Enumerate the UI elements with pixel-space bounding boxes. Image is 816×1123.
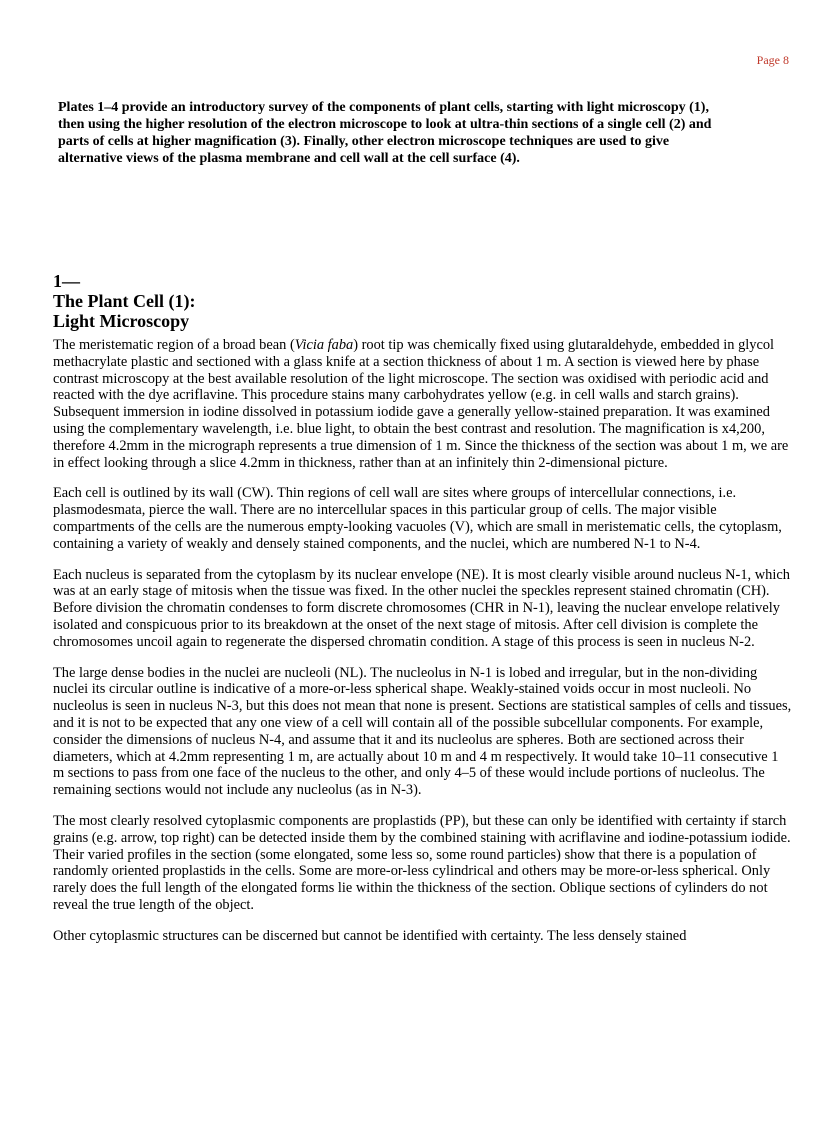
section-title-line2: Light Microscopy <box>53 311 190 331</box>
page-number: Page 8 <box>756 53 789 67</box>
section-title-line1: The Plant Cell (1): <box>53 291 196 311</box>
paragraph-3: Each nucleus is separated from the cytoplasm by its nuclear envelope (NE). It is most clearly visible around nucleus N-1, which was at an early stage of mitosis when the tissue was fixed. In the other nuclei the speckles represent stained chromatin (CH). Before division the chromatin condenses to form discrete chromosomes (CHR in N-1), leaving the nuclear envelope relatively isolated and conspicuous prior to its breakdown at the onset of the next stage of mitosis. After cell division is complete the chromosomes uncoil again to regenerate the dispersed chromatin condition. A stage of this process is seen in nucleus N-2. <box>53 566 790 650</box>
section-heading <box>53 271 195 331</box>
paragraph-2: Each cell is outlined by its wall (CW). Thin regions of cell wall are sites where groups of intercellular connections, i.e. plasmodesmata, pierce the wall. There are no intercellular spaces in this particular group of cells. The major visible compartments of the cells are the numerous empty-looking vacuoles (V), which are small in meristematic cells, the cytoplasm, containing a variety of weakly and densely stained components, and the nuclei, which are numbered N-1 to N-4. <box>53 485 782 552</box>
paragraph-6: Other cytoplasmic structures can be discerned but cannot be identified with certainty. The less densely stained <box>53 927 687 944</box>
paragraph-1: The meristematic region of a broad bean (Vicia faba) root tip was chemically fixed using glutaraldehyde, embedded in glycol methacrylate plastic and sectioned with a glass knife at a section thickness of about 1 m. A section is viewed here by phase contrast microscopy at the best available resolution of the light microscope. The section was oxidised with periodic acid and reacted with the dye acriflavine. This procedure stains many carbohydrates yellow (e.g. in cell walls and starch grains). Subsequent immersion in iodine dissolved in potassium iodide gave a generally yellow-stained preparation. It was examined using the complementary wavelength, i.e. blue light, to obtain the best contrast and resolution. The magnification is x4,200, therefore 4.2mm in the micrograph represents a true dimension of 1 m. Since the thickness of the section was about 1 m, we are in effect looking through a slice 4.2mm in thickness, rather than at an infinitely thin 2-dimensional picture. <box>53 337 789 471</box>
species-name: Vicia faba <box>294 337 354 353</box>
paragraph-5: The most clearly resolved cytoplasmic components are proplastids (PP), but these can only be identified with certainty if starch grains (e.g. arrow, top right) can be detected inside them by the combined staining with acriflavine and iodine-potassium iodide. Their varied profiles in the section (some elongated, some less so, some round particles) show that there is a population of randomly oriented proplastids in the cells. Some are more-or-less cylindrical and others may be more-or-less spherical. Only rarely does the full length of the elongated forms lie within the thickness of the section. Oblique sections of cylinders do not reveal the true length of the object. <box>53 812 791 913</box>
intro-summary: Plates 1–4 provide an introductory survey of the components of plant cells, starting with light microscopy (1), then using the higher resolution of the electron microscope to look at ultra-thin sections of a single cell (2) and parts of cells at higher magnification (3). Finally, other electron microscope techniques are used to give alternative views of the plasma membrane and cell wall at the cell surface (4). <box>58 100 712 166</box>
body-text <box>53 337 793 959</box>
section-number: 1— <box>53 271 80 291</box>
paragraph-4: The large dense bodies in the nuclei are nucleoli (NL). The nucleolus in N-1 is lobed and irregular, but in the non-dividing nuclei its circular outline is indicative of a more-or-less spherical shape. Weakly-stained voids occur in most nucleoli. No nucleolus is seen in nucleus N-3, but this does not mean that none is present. Sections are statistical samples of cells and tissues, and it is not to be expected that any one view of a cell will contain all of the possible subcellular components. For example, consider the dimensions of nucleus N-4, and assume that it and its nucleolus are spheres. Both are sectioned across their diameters, which at 4.2mm representing 1 m, are actually about 10 m and 4 m respectively. It would take 10–11 consecutive 1 m sections to pass from one face of the nucleus to the other, and only 4–5 of these would include portions of nucleolus. The remaining sections would not include any nucleolus (as in N-3). <box>53 664 792 799</box>
